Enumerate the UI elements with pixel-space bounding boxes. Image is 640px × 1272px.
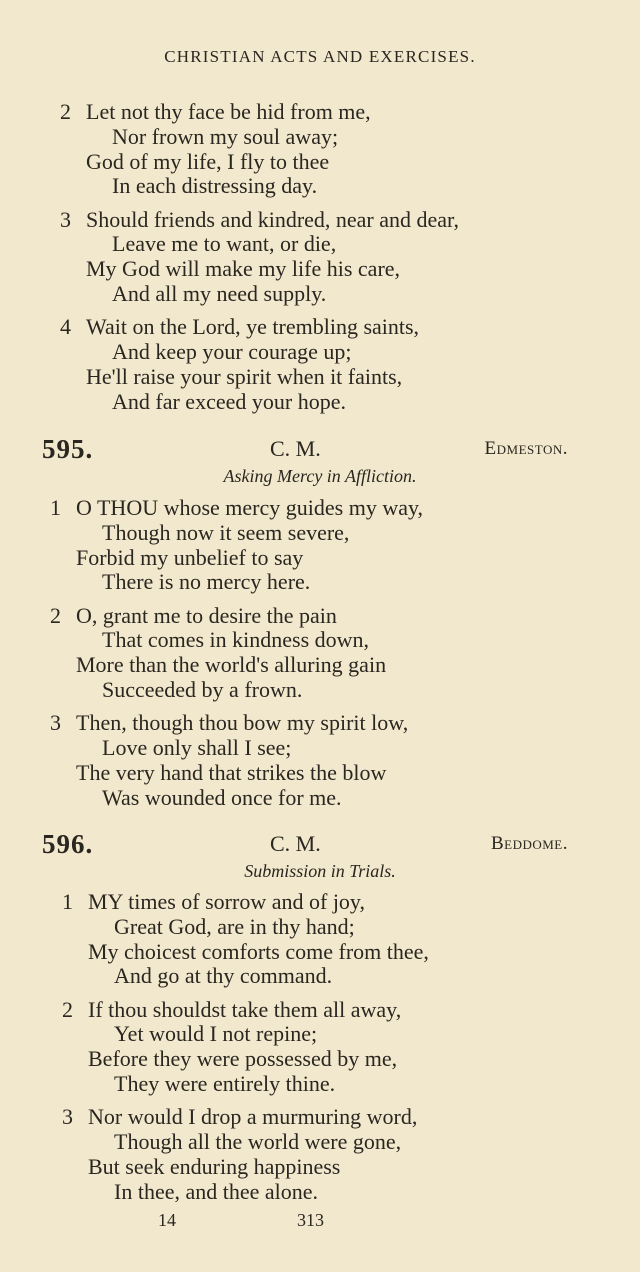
stanza <box>0 100 640 199</box>
verse-line <box>60 232 640 257</box>
stanza-number: 1 <box>50 495 61 520</box>
page-number: 313 <box>297 1210 324 1230</box>
verse-line <box>50 628 640 653</box>
continued-hymn <box>0 100 640 415</box>
verse-text: That comes in kindness down, <box>102 627 370 653</box>
stanza-number: 3 <box>62 1104 73 1130</box>
stanza-number: 3 <box>60 206 71 232</box>
verse-text: But seek enduring happiness <box>88 1153 341 1179</box>
stanza <box>0 496 640 595</box>
stanza <box>0 890 640 989</box>
verse-text: Great God, are in thy hand; <box>114 913 355 939</box>
verse-line <box>60 340 640 365</box>
verse-line <box>62 1180 640 1205</box>
verse-text: In thee, and thee alone. <box>114 1178 319 1204</box>
verse-text: If thou shouldst take them all away, <box>88 996 402 1022</box>
verse-text: Nor frown my soul away; <box>112 123 339 149</box>
verse-text: The very hand that strikes the blow <box>76 759 387 785</box>
verse-line <box>62 1130 640 1155</box>
stanza-number: 2 <box>60 99 71 124</box>
stanza <box>0 315 640 414</box>
verse-line <box>60 125 640 150</box>
verse-text: Should friends and kindred, near and dear, <box>86 206 460 232</box>
verse-text: And go at thy command. <box>114 963 333 989</box>
hymn-title: Asking Mercy in Affliction. <box>223 466 417 486</box>
verse-line <box>62 1105 640 1130</box>
stanza <box>0 208 640 307</box>
verse-line <box>50 496 640 521</box>
verse-text: Succeeded by a frown. <box>102 677 303 703</box>
verse-line <box>60 208 640 233</box>
verse-text: Before they were possessed by me, <box>88 1046 398 1072</box>
verse-text: There is no mercy here. <box>102 569 311 595</box>
verse-line <box>60 390 640 415</box>
stanza-number: 1 <box>62 889 73 914</box>
signature-mark: 14 <box>158 1210 176 1230</box>
running-head: CHRISTIAN ACTS AND EXERCISES. <box>164 47 476 66</box>
verse-text: My choicest comforts come from thee, <box>88 938 429 964</box>
hymn-number: 595. <box>42 434 94 464</box>
verse-text: In each distressing day. <box>112 173 318 199</box>
verse-text: Though now it seem severe, <box>102 519 350 545</box>
verse-line <box>50 678 640 703</box>
stanza <box>0 711 640 810</box>
verse-line <box>50 786 640 811</box>
verse-line <box>60 365 640 390</box>
verse-text: He'll raise your spirit when it faints, <box>86 363 403 389</box>
verse-line <box>50 604 640 629</box>
verse-text: Though all the world were gone, <box>114 1129 402 1155</box>
stanza-number: 2 <box>50 602 61 628</box>
hymn-595-text <box>0 496 640 811</box>
verse-text: Love only shall I see; <box>102 735 292 761</box>
verse-line <box>50 711 640 736</box>
verse-text: And keep your courage up; <box>112 339 352 365</box>
verse-line <box>62 998 640 1023</box>
verse-text: O, grant me to desire the pain <box>76 602 337 628</box>
verse-line <box>62 915 640 940</box>
verse-text: O THOU whose mercy guides my way, <box>76 495 424 520</box>
verse-line <box>60 282 640 307</box>
verse-text: And all my need supply. <box>112 281 327 307</box>
hymn-title: Submission in Trials. <box>244 861 396 881</box>
verse-text: Let not thy face be hid from me, <box>86 99 371 124</box>
verse-text: My God will make my life his care, <box>86 256 401 282</box>
verse-text: God of my life, I fly to thee <box>86 148 330 174</box>
verse-text: Yet would I not repine; <box>114 1021 318 1047</box>
verse-text: Was wounded once for me. <box>102 784 342 810</box>
verse-line <box>62 1155 640 1180</box>
hymn-tune: Beddome. <box>490 833 568 854</box>
verse-line <box>50 761 640 786</box>
hymn-596-text <box>0 890 640 1205</box>
verse-line <box>60 150 640 175</box>
verse-line <box>60 100 640 125</box>
hymn-meter: C. M. <box>270 831 321 856</box>
stanza <box>0 1105 640 1204</box>
verse-line <box>62 1072 640 1097</box>
verse-text: Leave me to want, or die, <box>112 231 337 257</box>
hymn-number: 596. <box>42 829 94 859</box>
hymn-596-header <box>0 829 640 859</box>
stanza-number: 3 <box>50 710 61 736</box>
hymn-595-header <box>0 434 640 464</box>
verse-line <box>62 1047 640 1072</box>
verse-text: And far exceed your hope. <box>112 388 346 414</box>
verse-text: More than the world's alluring gain <box>76 652 387 678</box>
verse-line <box>62 890 640 915</box>
hymn-tune: Edmeston. <box>484 438 568 459</box>
verse-line <box>50 736 640 761</box>
verse-line <box>60 315 640 340</box>
verse-text: Nor would I drop a murmuring word, <box>88 1104 418 1130</box>
verse-text: MY times of sorrow and of joy, <box>88 889 365 914</box>
verse-line <box>50 546 640 571</box>
verse-line <box>62 940 640 965</box>
verse-line <box>50 570 640 595</box>
verse-text: They were entirely thine. <box>114 1071 336 1097</box>
verse-line <box>62 1022 640 1047</box>
verse-text: Forbid my unbelief to say <box>76 544 304 570</box>
stanza <box>0 998 640 1097</box>
verse-line <box>50 653 640 678</box>
hymn-meter: C. M. <box>270 436 321 461</box>
verse-line <box>50 521 640 546</box>
verse-text: Then, though thou bow my spirit low, <box>76 710 409 736</box>
stanza-number: 2 <box>62 996 73 1022</box>
verse-line <box>60 257 640 282</box>
stanza-number: 4 <box>60 314 71 340</box>
verse-text: Wait on the Lord, ye trembling saints, <box>86 314 420 340</box>
verse-line <box>60 174 640 199</box>
stanza <box>0 604 640 703</box>
verse-line <box>62 964 640 989</box>
